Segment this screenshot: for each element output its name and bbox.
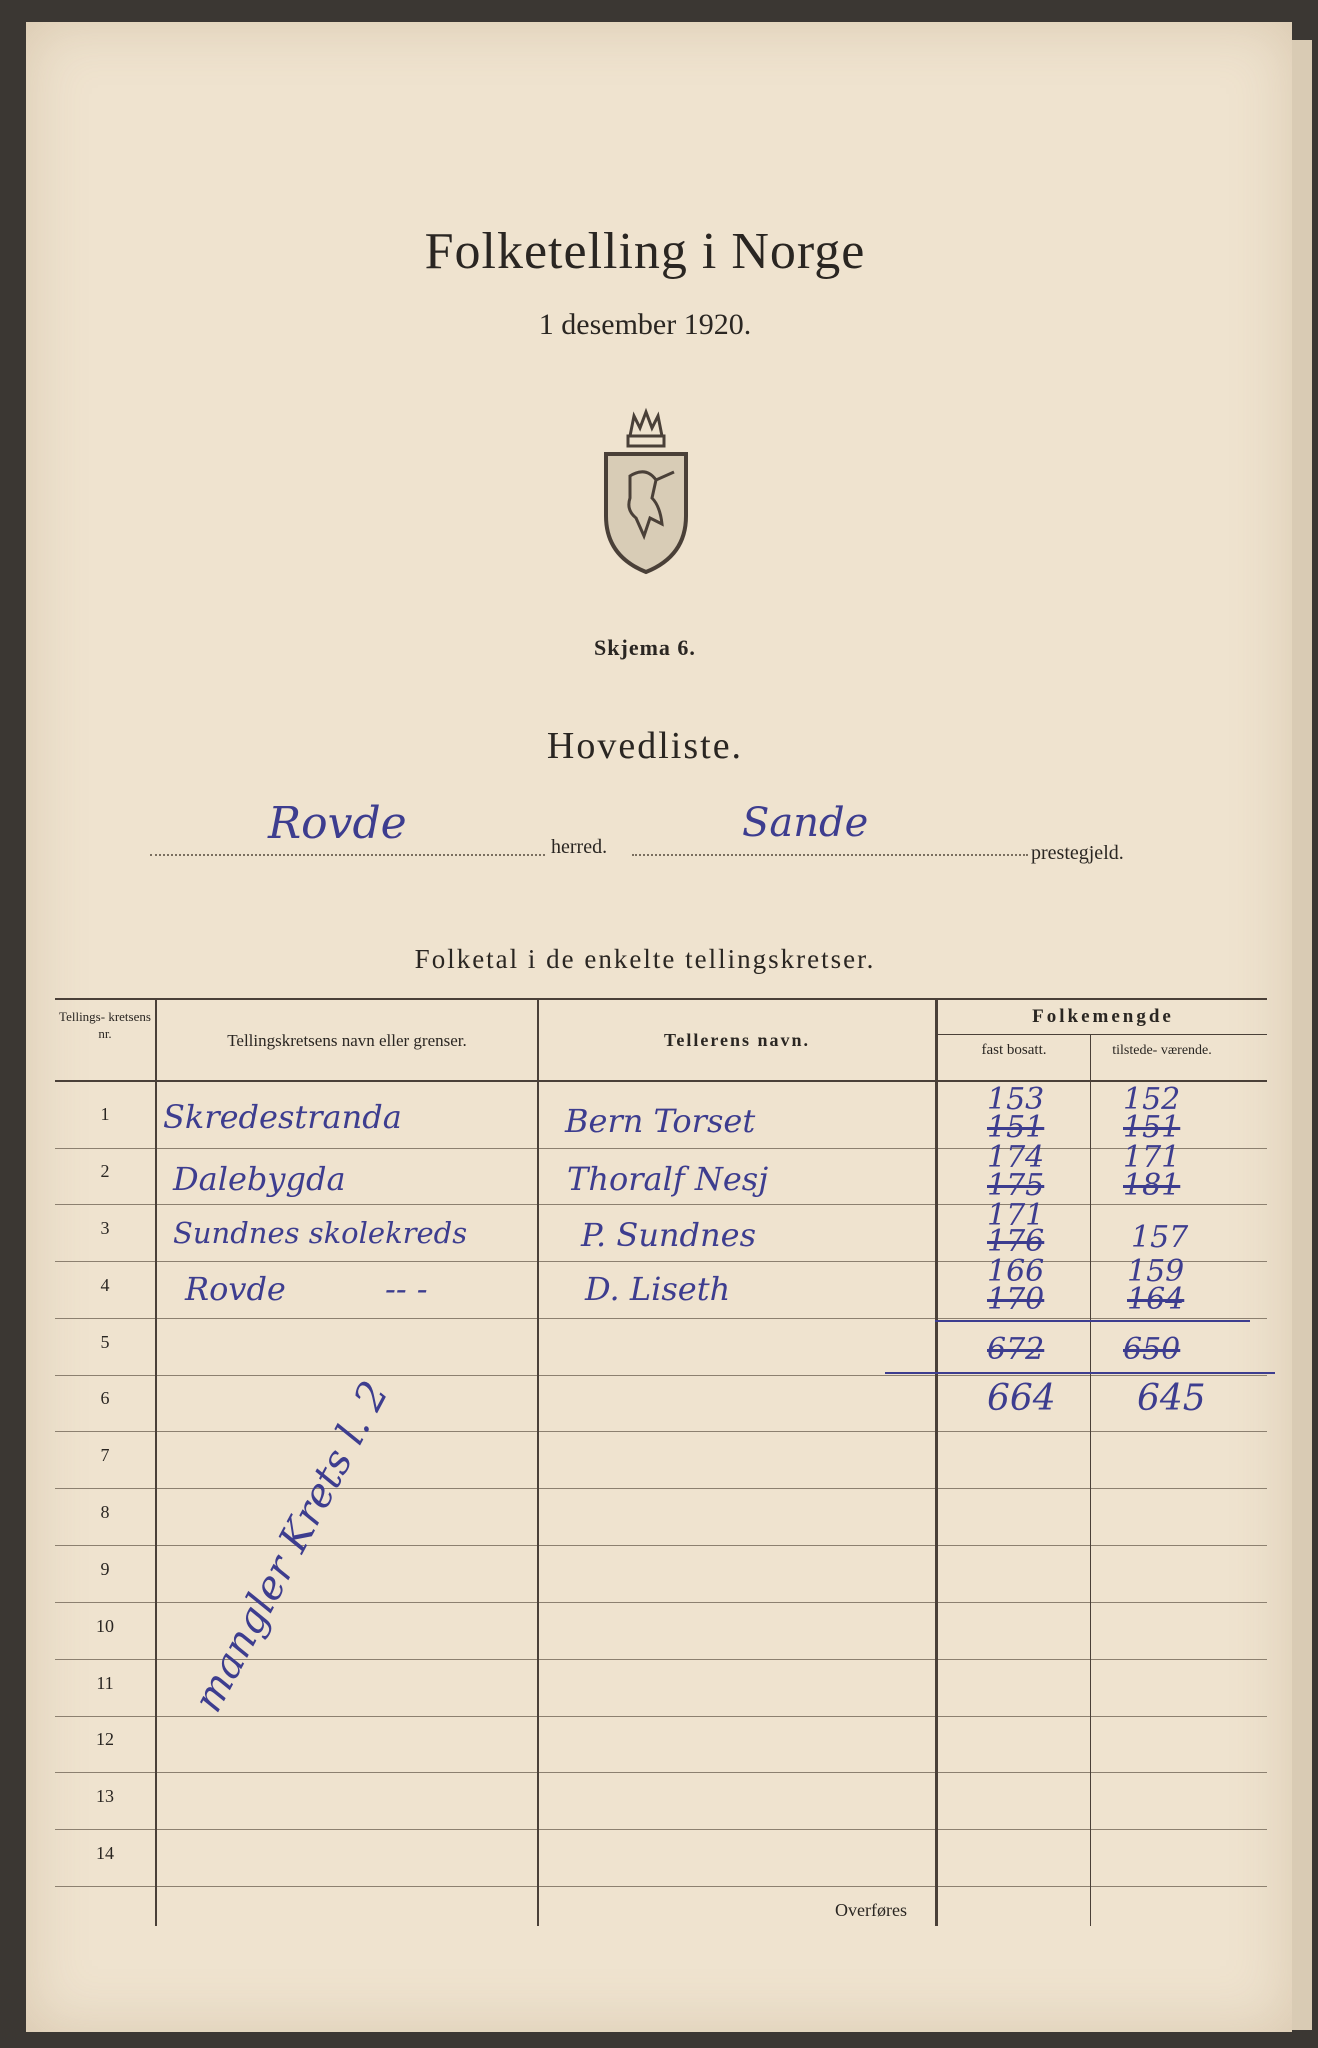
fast-value: 171 <box>987 1198 1045 1233</box>
header-nr: Tellings- kretsens nr. <box>59 1009 151 1041</box>
tilstede-old-value: 164 <box>1127 1282 1185 1317</box>
row-number: 11 <box>96 1673 114 1693</box>
row-rule <box>55 1772 1267 1773</box>
form-title: Folketelling i Norge <box>424 223 866 280</box>
tilstede-old-value: 151 <box>1123 1110 1181 1145</box>
herred-field <box>150 798 545 856</box>
row-rule <box>55 1375 1267 1376</box>
prestegjeld-label: prestegjeld. <box>1031 842 1124 864</box>
district-name: Rovde <box>185 1270 286 1308</box>
row-number: 1 <box>100 1104 110 1124</box>
row-rule <box>55 1148 1267 1149</box>
prestegjeld-value: Sande <box>742 800 869 846</box>
row-number: 8 <box>100 1502 110 1522</box>
row-number: 10 <box>96 1616 114 1636</box>
fast-old-value: 175 <box>987 1168 1045 1203</box>
row-rule <box>55 1886 1267 1887</box>
total-tilstede-old: 650 <box>1123 1332 1181 1367</box>
district-name: Skredestranda <box>163 1098 402 1136</box>
row-number: 12 <box>96 1729 114 1749</box>
header-tilstede: tilstede- værende. <box>1112 1043 1212 1058</box>
sum-line <box>885 1372 1275 1374</box>
tilstede-value: 171 <box>1123 1140 1181 1175</box>
row-number: 5 <box>100 1332 110 1352</box>
herred-label: herred. <box>551 836 608 858</box>
counter-name: Thoralf Nesj <box>567 1160 769 1198</box>
census-date: 1 desember 1920. <box>538 308 752 341</box>
fast-value: 166 <box>987 1254 1045 1289</box>
row-rule <box>55 1431 1267 1432</box>
row-number: 6 <box>100 1388 110 1408</box>
row-number: 4 <box>100 1275 110 1295</box>
tilstede-value: 157 <box>1131 1220 1189 1255</box>
row-rule <box>55 1716 1267 1717</box>
row-number: 14 <box>96 1843 114 1863</box>
fast-old-value: 170 <box>987 1282 1045 1317</box>
row-rule <box>55 1261 1267 1262</box>
header-folkemengde: Folkemengde <box>1032 1006 1174 1027</box>
fast-value: 153 <box>987 1082 1045 1117</box>
fast-value: 174 <box>987 1140 1045 1175</box>
row-rule <box>55 1829 1267 1830</box>
census-table <box>55 998 1267 1926</box>
header-rule <box>55 1080 1267 1082</box>
total-tilstede: 645 <box>1137 1378 1206 1419</box>
row-rule <box>55 1318 1267 1319</box>
row-number: 2 <box>100 1161 110 1181</box>
coat-of-arms-icon <box>600 406 692 576</box>
header-fast: fast bosatt. <box>981 1042 1047 1058</box>
sum-line <box>935 1320 1250 1322</box>
header-counter: Tellerens navn. <box>663 1030 811 1050</box>
column-rule <box>1090 1034 1091 1926</box>
row-number: 7 <box>100 1445 110 1465</box>
row-rule <box>55 1545 1267 1546</box>
counter-name: D. Liseth <box>585 1270 731 1308</box>
row-number: 3 <box>100 1218 110 1238</box>
row-number: 13 <box>96 1786 114 1806</box>
total-fast: 664 <box>987 1378 1056 1419</box>
list-title: Hovedliste. <box>546 725 744 767</box>
counter-name: P. Sundnes <box>581 1216 756 1254</box>
district-name: Sundnes skolekreds <box>173 1216 468 1250</box>
prestegjeld-field <box>632 800 1028 856</box>
side-note: mangler Krets l. 2 <box>185 1373 398 1720</box>
fast-old-value: 151 <box>987 1110 1045 1145</box>
counter-name: Bern Torset <box>565 1102 756 1140</box>
folkemengde-rule <box>938 1034 1267 1035</box>
carry-over-label: Overføres <box>835 1900 907 1920</box>
total-fast-old: 672 <box>987 1332 1045 1367</box>
column-rule <box>155 998 157 1926</box>
row-rule <box>55 1204 1267 1205</box>
district-name: Dalebygda <box>173 1160 346 1198</box>
table-title: Folketal i de enkelte tellingskretser. <box>414 944 876 974</box>
tilstede-value: 152 <box>1123 1082 1181 1117</box>
fast-old-value: 176 <box>987 1224 1045 1259</box>
page-edge <box>1292 40 1312 2030</box>
column-rule <box>935 998 938 1926</box>
column-rule <box>537 998 539 1926</box>
tilstede-old-value: 181 <box>1123 1168 1181 1203</box>
schema-label: Skjema 6. <box>594 635 696 660</box>
ditto-mark: -- - <box>385 1270 428 1308</box>
row-number: 9 <box>100 1559 110 1579</box>
header-name: Tellingskretsens navn eller grenser. <box>227 1031 467 1050</box>
table-top-rule <box>55 998 1267 1000</box>
row-rule <box>55 1488 1267 1489</box>
herred-value: Rovde <box>268 798 407 849</box>
tilstede-value: 159 <box>1127 1254 1185 1289</box>
